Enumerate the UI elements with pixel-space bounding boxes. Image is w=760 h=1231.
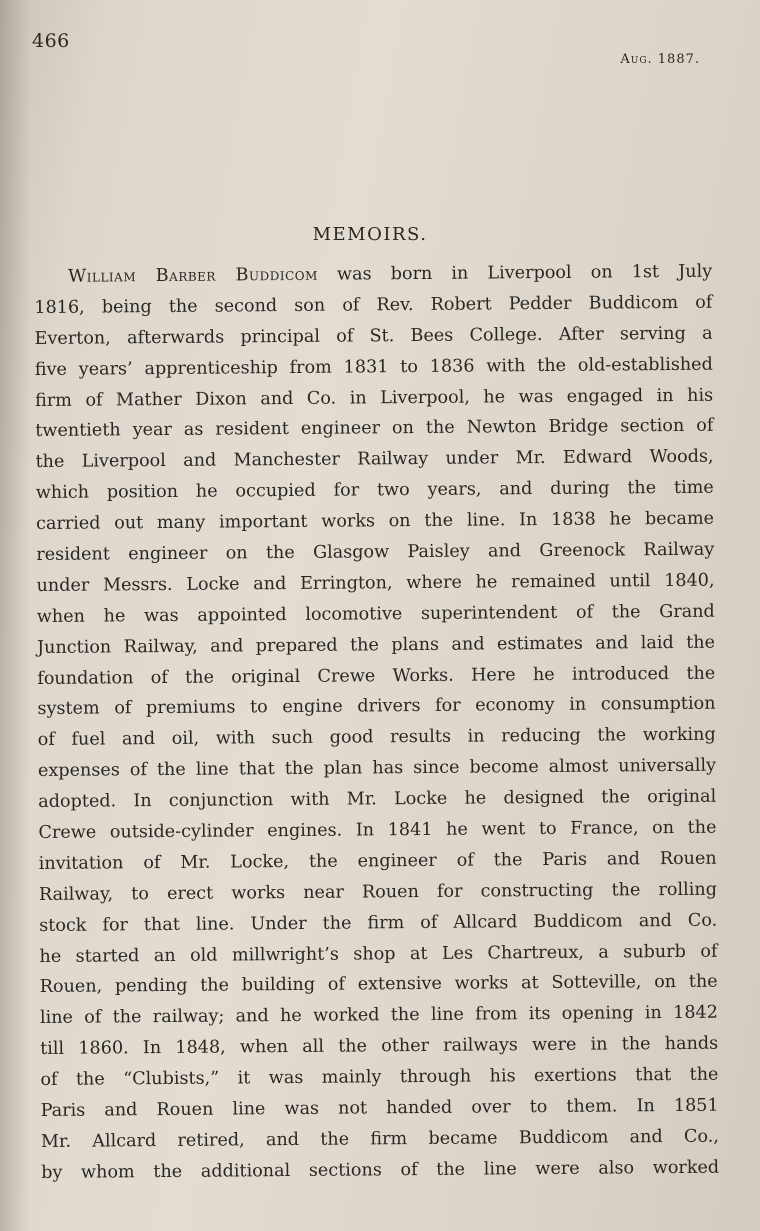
text-line: resident engineer on the Glasgow Paisley and Greenock Railway — [36, 539, 715, 566]
text-line: line of the railway; and he worked the line from its opening in 1842 — [39, 1003, 718, 1029]
text-line: by whom the additional sections of the line were also worked — [41, 1157, 720, 1183]
text-line: Railway, to erect works near Rouen for constructing the rolling — [38, 879, 718, 905]
text-line: firm of Mather Dixon and Co. in Liverpool, he was engaged in his — [35, 385, 714, 411]
text-line: Crewe outside-cylinder engines. In 1841 he went to France, on the — [38, 817, 717, 844]
text-line: Junction Railway, and prepared the plans and estimates and laid the — [36, 632, 716, 658]
page-number: 466 — [32, 30, 70, 52]
memoir-subject-name: William Barber Buddicom — [68, 264, 318, 287]
text-line: Rouen, pending the building of extensive works at Sotteville, on the — [39, 972, 718, 998]
text-line: foundation of the original Crewe Works. Here he introduced the — [37, 663, 716, 689]
section-title: MEMOIRS. — [312, 224, 428, 245]
text-line: expenses of the line that the plan has since become almost universally — [37, 755, 717, 782]
text-line: till 1860. In 1848, when all the other railways were in the hands — [40, 1033, 719, 1060]
text-line-content: was born in Liverpool on 1st July — [317, 261, 713, 285]
text-line: system of premiums to engine drivers for economy in consumption — [37, 694, 716, 720]
text-line: 1816, being the second son of Rev. Robert Pedder Buddicom of — [34, 292, 713, 318]
text-line: when he was appointed locomotive superintendent of the Grand — [36, 601, 715, 627]
text-line: stock for that line. Under the firm of Allcard Buddicom and Co. — [39, 910, 718, 936]
running-head-date: Aug. 1887. — [620, 52, 700, 67]
text-line: he started an old millwright’s shop at Les Chartreux, a suburb of — [39, 941, 718, 967]
text-line: invitation of Mr. Locke, the engineer of the Paris and Rouen — [38, 848, 717, 874]
text-line: twentieth year as resident engineer on the Newton Bridge section of — [35, 416, 714, 442]
text-line: Everton, afterwards principal of St. Bees College. After serving a — [34, 323, 713, 349]
text-line: of the “Clubists,” it was mainly through his exertions that the — [40, 1064, 719, 1091]
text-line: carried out many important works on the line. In 1838 he became — [35, 508, 715, 535]
text-line: adopted. In conjunction with Mr. Locke he designed the original — [38, 786, 717, 813]
text-line: the Liverpool and Manchester Railway under Mr. Edward Woods, — [35, 447, 714, 473]
memoir-paragraph — [34, 257, 719, 1189]
text-line: which position he occupied for two years, and during the time — [35, 477, 714, 504]
text-line: under Messrs. Locke and Errington, where he remained until 1840, — [36, 570, 715, 596]
text-line: Paris and Rouen line was not handed over to them. In 1851 — [40, 1095, 719, 1122]
text-line: of fuel and oil, with such good results in reducing the working — [37, 725, 716, 751]
text-line: five years’ apprenticeship from 1831 to 1836 with the old-established — [34, 354, 713, 380]
text-line: Mr. Allcard retired, and the firm became Buddicom and Co., — [40, 1126, 719, 1152]
